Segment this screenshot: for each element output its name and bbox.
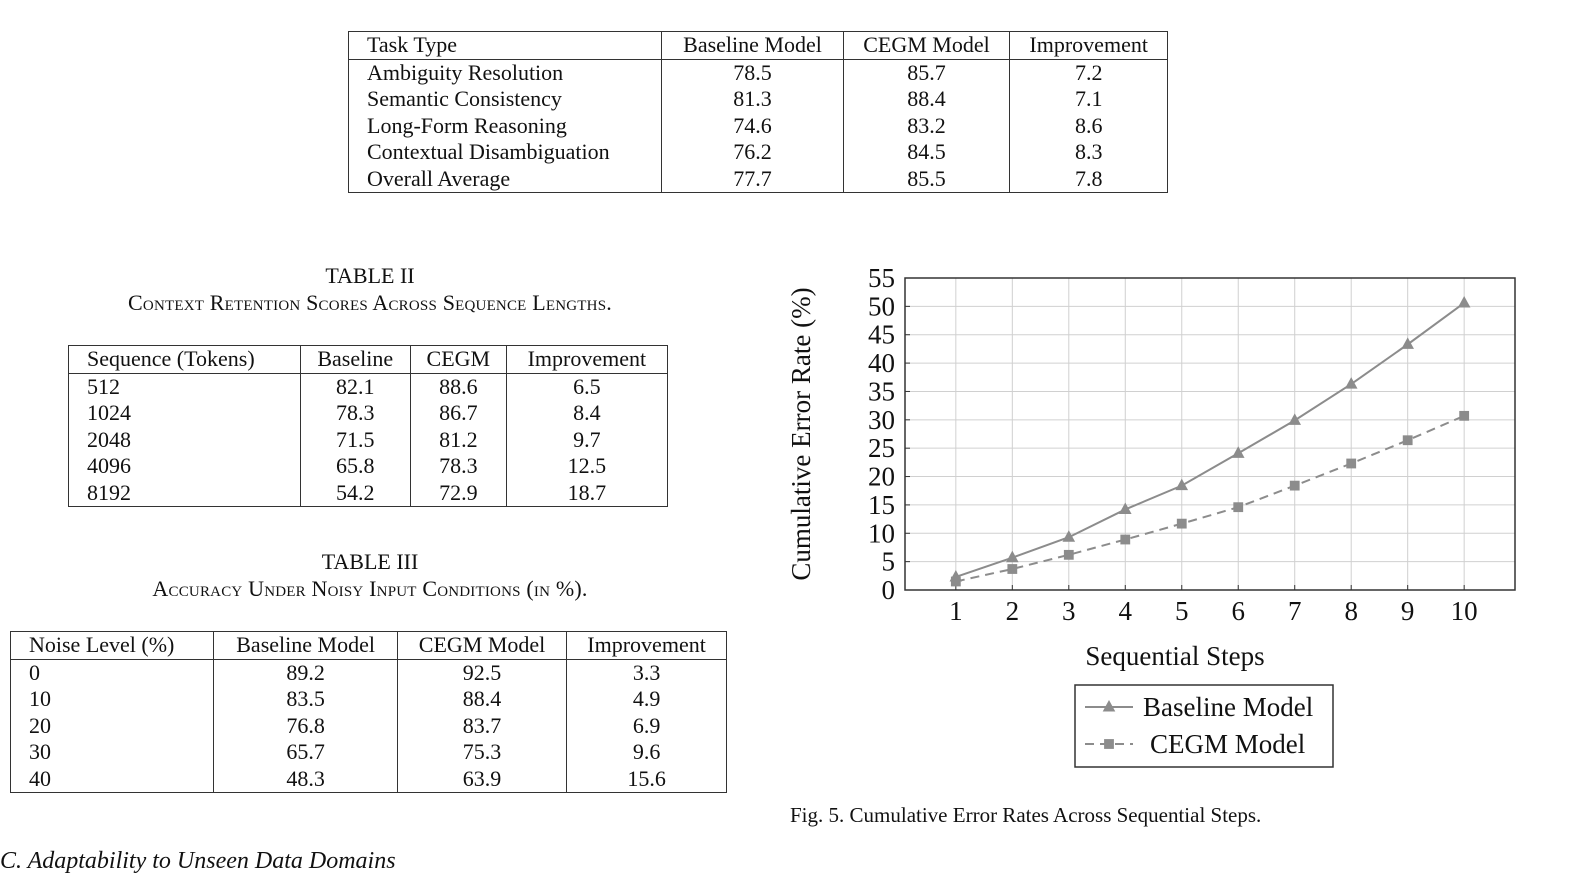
table-row — [69, 427, 668, 454]
table-cell: 84.5 — [843, 139, 1010, 166]
x-tick-label: 8 — [1344, 596, 1358, 626]
data-point — [1120, 535, 1130, 545]
y-tick-label: 15 — [868, 489, 895, 520]
table-cell: 78.3 — [410, 453, 506, 480]
y-tick-label: 0 — [881, 575, 895, 605]
table-cell: 20 — [29, 712, 51, 738]
legend-label: Baseline Model — [1143, 692, 1314, 722]
data-point — [1346, 459, 1356, 469]
table-row — [349, 166, 1168, 193]
noisy-input-accuracy-table — [10, 631, 727, 793]
table-cell: 7.2 — [1010, 59, 1168, 86]
table-cell: Overall Average — [367, 165, 511, 191]
x-tick-label: 1 — [949, 596, 963, 626]
y-tick-label: 10 — [868, 518, 895, 549]
y-tick-label: 55 — [868, 263, 895, 293]
table-label: TABLE III — [321, 549, 419, 574]
data-point — [1007, 564, 1017, 574]
data-point — [1104, 739, 1114, 749]
table-cell: 30 — [29, 739, 51, 764]
x-tick-label: 7 — [1287, 596, 1302, 626]
table-cell: 1024 — [87, 400, 131, 425]
table-cell: 83.7 — [397, 713, 566, 740]
x-tick-label: 6 — [1231, 596, 1245, 626]
table-cell: 9.6 — [567, 739, 727, 766]
table-title: Accuracy Under Noisy Input Conditions (in %). — [152, 576, 588, 601]
data-point — [951, 577, 961, 587]
table-row — [69, 400, 668, 427]
table-cell: 65.7 — [214, 739, 398, 766]
table-row — [11, 713, 727, 740]
data-point — [1175, 479, 1188, 491]
table-cell: 8.3 — [1010, 139, 1168, 166]
table-cell: 88.4 — [397, 686, 566, 713]
table-header-row — [11, 632, 727, 660]
table-cell: Ambiguity Resolution — [367, 59, 564, 85]
table-header-cell: Task Type — [349, 32, 662, 60]
table-header-cell: CEGM — [410, 346, 506, 374]
data-point — [1345, 377, 1358, 389]
table-row — [11, 739, 727, 766]
table-cell: 6.5 — [506, 373, 667, 400]
y-tick-label: 25 — [868, 433, 895, 464]
table-cell: 85.5 — [843, 166, 1010, 193]
table-header-cell: CEGM Model — [843, 32, 1010, 60]
table-row — [11, 686, 727, 713]
table-label: TABLE II — [325, 263, 415, 288]
x-axis-label: Sequential Steps — [1085, 641, 1265, 671]
table-cell: 88.6 — [410, 373, 506, 400]
table-cell: 65.8 — [300, 453, 410, 480]
table-row — [349, 86, 1168, 113]
table-cell: 9.7 — [506, 427, 667, 454]
table-header-cell: Noise Level (%) — [11, 632, 214, 660]
table-header-cell: Baseline Model — [662, 32, 843, 60]
data-point — [1177, 519, 1187, 529]
y-tick-label: 35 — [868, 376, 895, 407]
legend-label: CEGM Model — [1150, 729, 1306, 759]
table-cell: 76.8 — [214, 713, 398, 740]
table-cell: 71.5 — [300, 427, 410, 454]
y-tick-label: 20 — [868, 461, 895, 492]
section-heading: C. Adaptability to Unseen Data Domains — [0, 848, 396, 874]
data-point — [1458, 296, 1471, 308]
y-tick-label: 45 — [868, 319, 895, 350]
table-cell: 83.2 — [843, 113, 1010, 140]
table-row — [349, 59, 1168, 86]
table-cell: 8192 — [87, 479, 131, 505]
table-header-cell: Improvement — [1010, 32, 1168, 60]
y-tick-label: 5 — [881, 546, 895, 577]
table-cell: 82.1 — [300, 373, 410, 400]
data-point — [1290, 481, 1300, 491]
table-cell: 76.2 — [662, 139, 843, 166]
x-tick-label: 5 — [1175, 596, 1189, 626]
table-cell: 512 — [87, 373, 120, 399]
table-cell: 86.7 — [410, 400, 506, 427]
table-cell: 10 — [29, 686, 51, 711]
table-header-row — [69, 346, 668, 374]
table-cell: 4.9 — [567, 686, 727, 713]
data-point — [1288, 413, 1301, 425]
table-cell: 92.5 — [397, 659, 566, 686]
table-cell: 7.1 — [1010, 86, 1168, 113]
table-header-row — [349, 32, 1168, 60]
table-cell: 63.9 — [397, 766, 566, 793]
results-table-task-type — [348, 31, 1168, 193]
y-tick-label: 50 — [868, 291, 895, 322]
table-cell: 83.5 — [214, 686, 398, 713]
table-row — [349, 113, 1168, 140]
table-cell: 78.3 — [300, 400, 410, 427]
data-point — [1064, 550, 1074, 560]
table-row — [11, 659, 727, 686]
series-line — [956, 303, 1464, 577]
table-row — [69, 373, 668, 400]
table-cell: Contextual Disambiguation — [367, 139, 610, 164]
table-header-cell: Improvement — [567, 632, 727, 660]
table-header-cell: Baseline — [300, 346, 410, 374]
table-header-cell: Sequence (Tokens) — [69, 346, 301, 374]
table-cell: 85.7 — [843, 59, 1010, 86]
series-line — [956, 416, 1464, 582]
table-cell: 89.2 — [214, 659, 398, 686]
table-cell: 4096 — [87, 453, 131, 478]
data-point — [1401, 337, 1414, 349]
x-tick-label: 4 — [1118, 596, 1133, 626]
x-tick-label: 3 — [1062, 596, 1076, 626]
table-header-cell: Baseline Model — [214, 632, 398, 660]
error-rate-line-chart — [786, 262, 1530, 782]
table-cell: 0 — [29, 659, 40, 685]
table-cell: 6.9 — [567, 713, 727, 740]
table-cell: 15.6 — [567, 766, 727, 793]
table-cell: 18.7 — [506, 480, 667, 507]
table-cell: Long-Form Reasoning — [367, 112, 567, 138]
figure-caption: Fig. 5. Cumulative Error Rates Across Sequential Steps. — [790, 803, 1262, 827]
table-cell: Semantic Consistency — [367, 86, 562, 111]
table-cell: 72.9 — [410, 480, 506, 507]
data-point — [1233, 502, 1243, 512]
table-title: Context Retention Scores Across Sequence Lengths. — [128, 290, 612, 315]
table-caption — [20, 548, 720, 602]
table-caption — [20, 262, 720, 316]
table-header-cell: Improvement — [506, 346, 667, 374]
x-tick-label: 10 — [1450, 596, 1478, 626]
table-cell: 7.8 — [1010, 166, 1168, 193]
x-tick-label: 2 — [1005, 596, 1020, 626]
table-row — [69, 453, 668, 480]
table-cell: 8.4 — [506, 400, 667, 427]
y-axis-label: Cumulative Error Rate (%) — [786, 287, 816, 581]
y-tick-label: 30 — [868, 404, 895, 435]
plot-frame — [905, 278, 1515, 590]
y-tick-label: 40 — [868, 348, 895, 379]
table-row — [349, 139, 1168, 166]
data-point — [1403, 435, 1413, 445]
table-cell: 48.3 — [214, 766, 398, 793]
table-cell: 12.5 — [506, 453, 667, 480]
table-cell: 54.2 — [300, 480, 410, 507]
table-cell: 75.3 — [397, 739, 566, 766]
table-cell: 77.7 — [662, 166, 843, 193]
table-cell: 78.5 — [662, 59, 843, 86]
table-cell: 2048 — [87, 426, 131, 452]
table-row — [11, 766, 727, 793]
table-cell: 8.6 — [1010, 113, 1168, 140]
table-row — [69, 480, 668, 507]
x-tick-label: 9 — [1400, 596, 1415, 626]
context-retention-table — [68, 345, 668, 507]
table-cell: 88.4 — [843, 86, 1010, 113]
table-cell: 3.3 — [567, 659, 727, 686]
data-point — [1459, 411, 1469, 421]
table-header-cell: CEGM Model — [397, 632, 566, 660]
table-cell: 40 — [29, 765, 51, 791]
table-cell: 81.2 — [410, 427, 506, 454]
table-cell: 74.6 — [662, 113, 843, 140]
table-cell: 81.3 — [662, 86, 843, 113]
